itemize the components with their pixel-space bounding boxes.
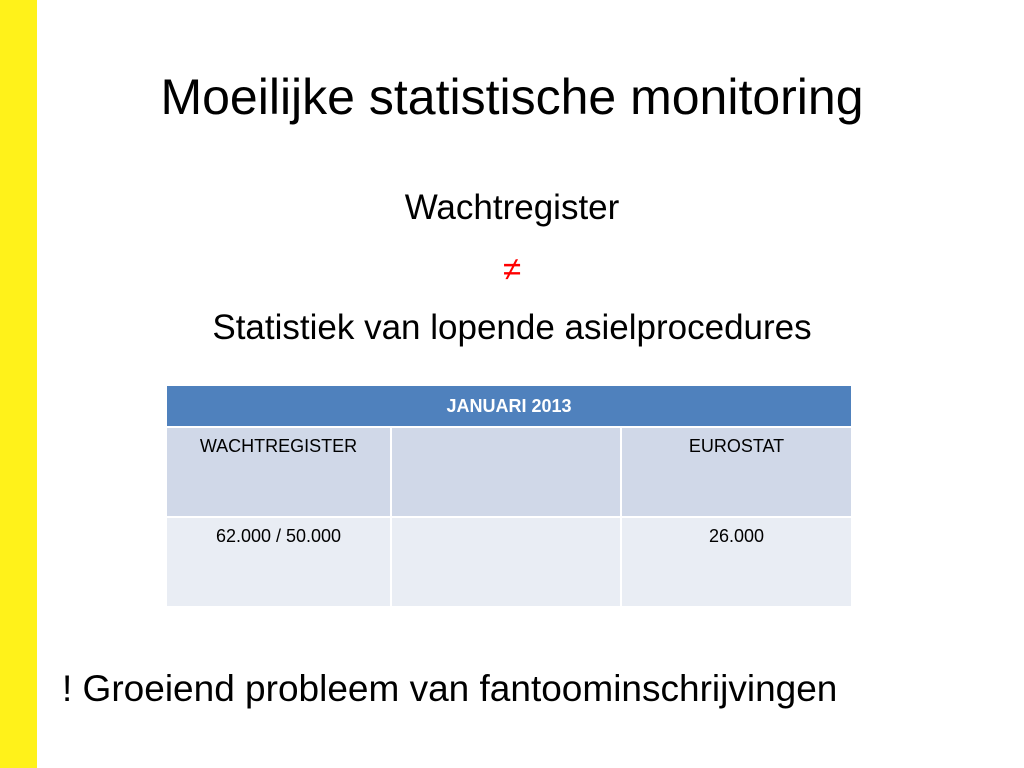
data-table [165,384,853,608]
table-cell: WACHTREGISTER [166,427,391,517]
not-equal-sign: ≠ [502,250,522,287]
table-row [166,517,852,607]
footnote: ! Groeiend probleem van fantoominschrijvingen [62,668,838,709]
statistiek-line: Statistiek van lopende asielprocedures [212,308,812,347]
table-cell: EUROSTAT [621,427,852,517]
table-row [166,427,852,517]
table-cell [391,427,621,517]
table-cell: 62.000 / 50.000 [166,517,391,607]
table-cell [391,517,621,607]
table-cell: 26.000 [621,517,852,607]
wachtregister-line: Wachtregister [404,188,620,227]
slide-title: Moeilijke statistische monitoring [160,69,864,125]
table-header-row [166,385,852,427]
table-header: JANUARI 2013 [166,385,852,427]
